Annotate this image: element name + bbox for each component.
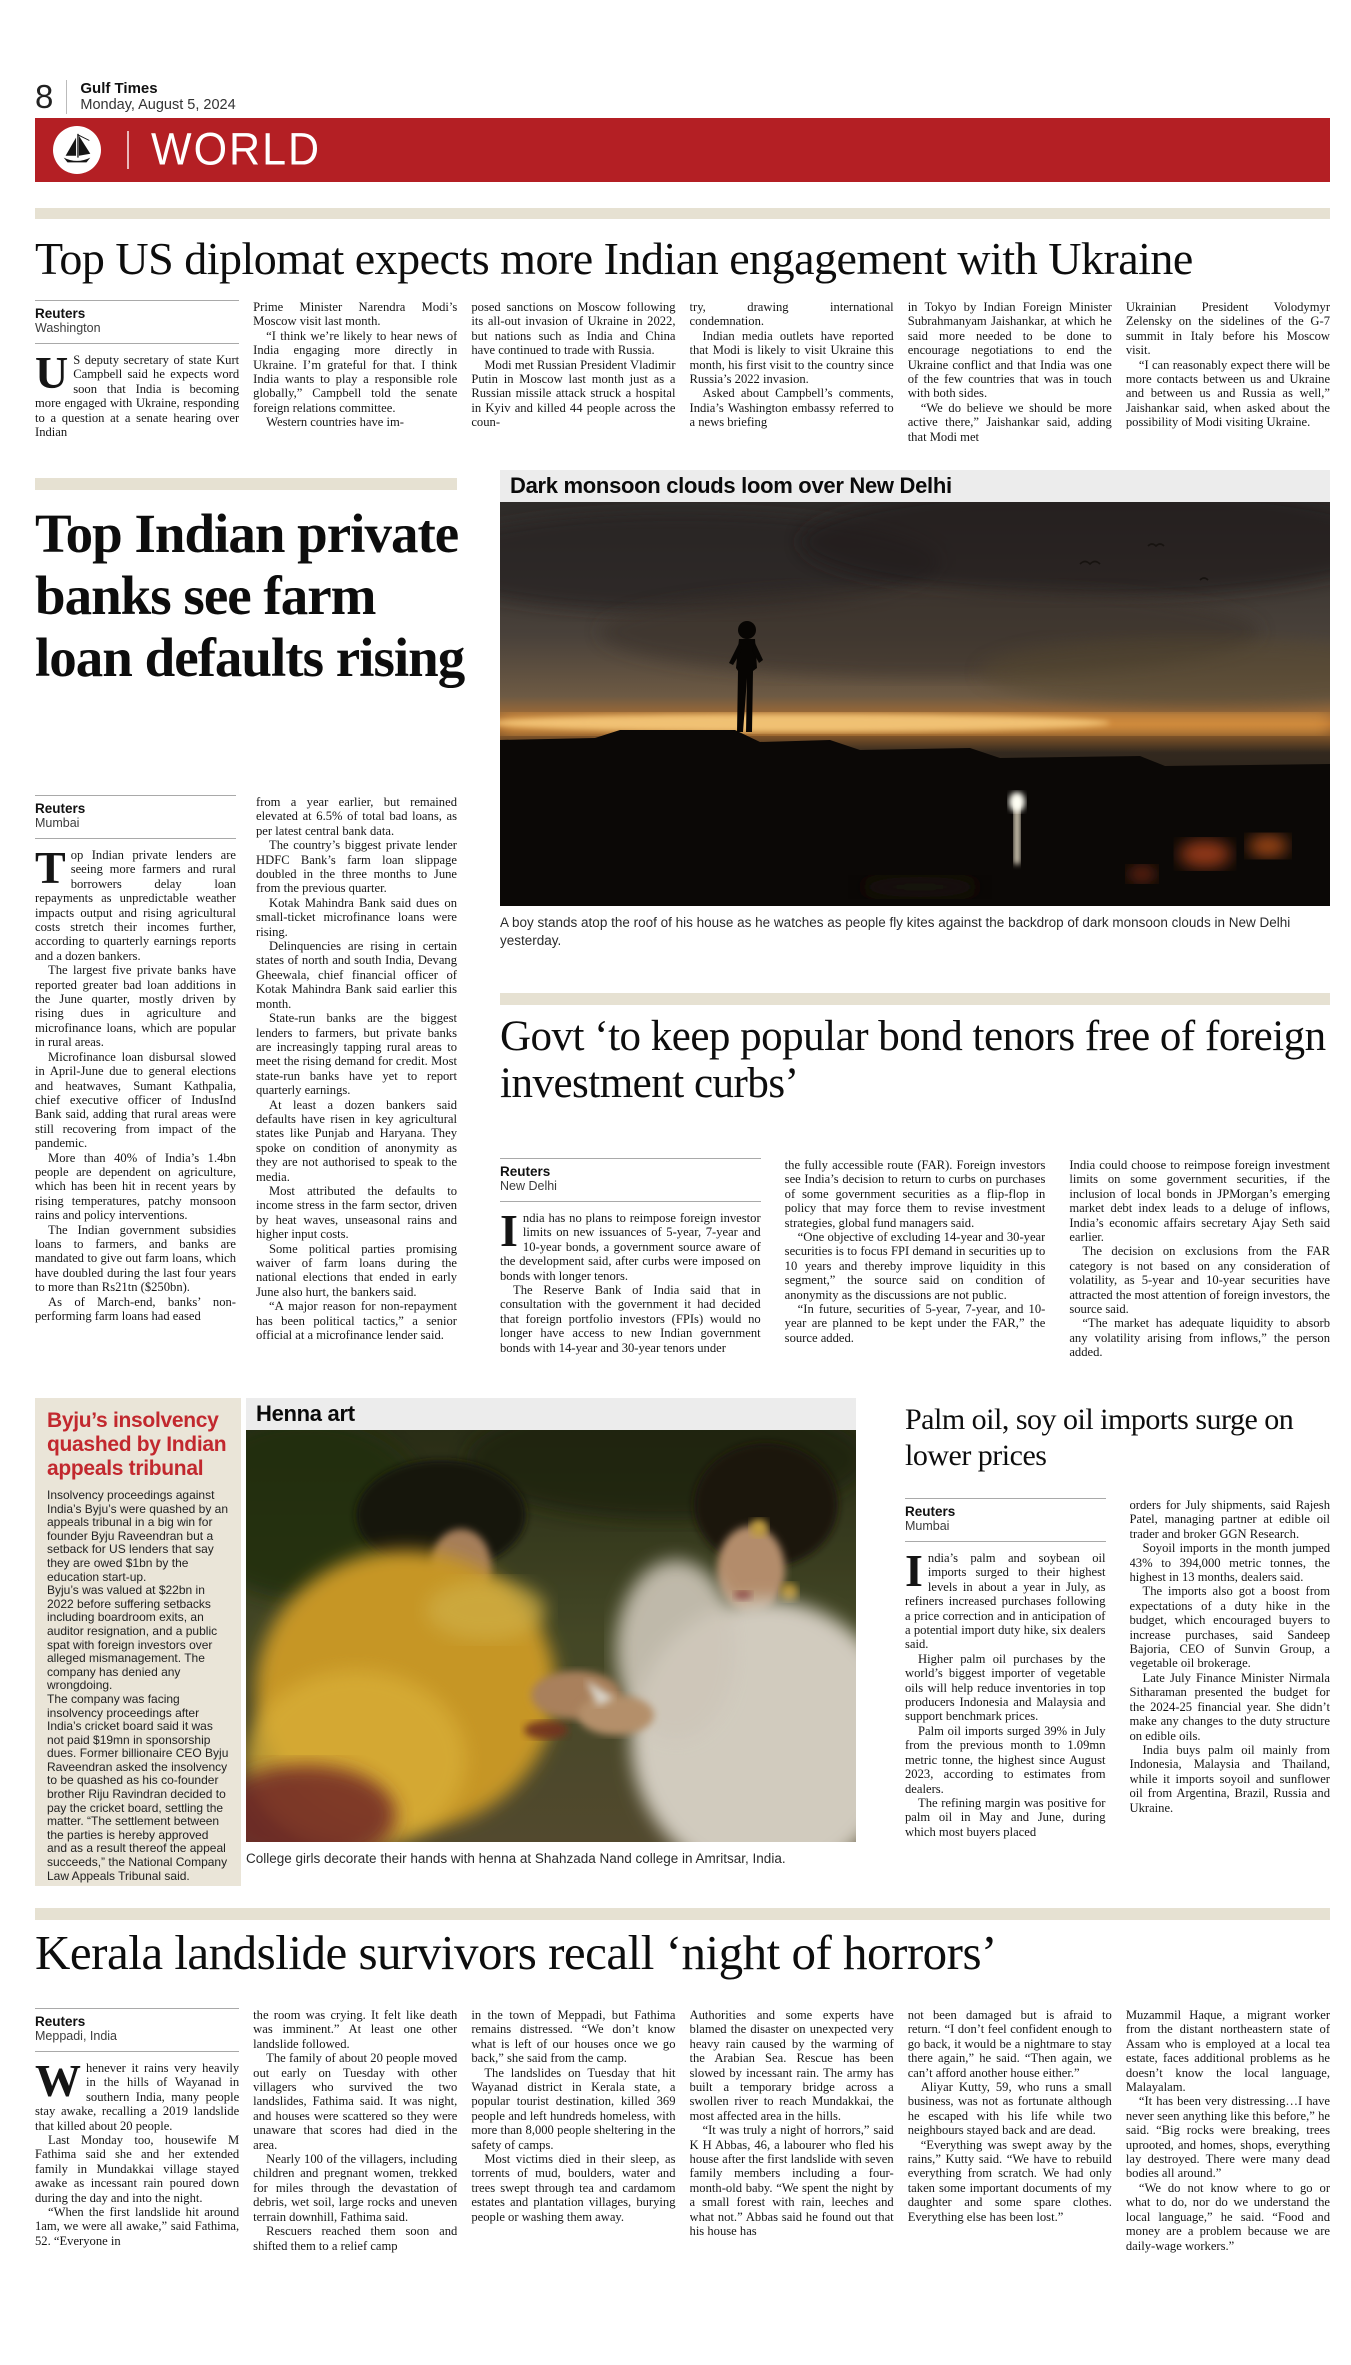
article-column: [1126, 300, 1330, 472]
paragraph: the fully accessible route (FAR). Foreign investors see India’s decision to return to curbs on purchases of some government securities as a flip-flop in policy that may force them to revise investment strategies, global fund managers said.: [784, 1158, 1046, 1230]
byline: [35, 300, 239, 344]
byline-agency: Reuters: [35, 2014, 86, 2029]
banner-divider: [127, 131, 129, 169]
banks-headline: Top Indian private banks see farm loan defaults rising: [35, 503, 465, 688]
paragraph: Indian media outlets have reported that Modi is likely to visit Ukraine this month, his first visit to the country since Russia’s 2022 invasion.: [689, 328, 894, 387]
paragraph: U S deputy secretary of state Kurt Campbell said he expects word soon that India is becoming more engaged with Ukraine, responding to a question at a senate hearing over Indian: [35, 347, 240, 440]
drop-cap: W: [35, 2055, 81, 2106]
article-column: [256, 795, 457, 1380]
paragraph: The Indian government subsidies loans to farmers, and banks are mandated to give out farm loans, which have doubled during the last four years to more than Rs21tn ($250bn).: [35, 1222, 236, 1295]
paragraph: in the town of Meppadi, but Fathima remains distressed. “We don’t know what is left of our houses once we go back,” she said from the camp.: [471, 2008, 676, 2066]
paragraph: India’s palm and soybean oil imports surged to their highest levels in about a year in July, as refiners increased purchases following a price correction and in anticipation of a potential import duty hike, six dealers said.: [905, 1545, 1106, 1652]
paragraph: Byju’s was valued at $22bn in 2022 before suffering setbacks including boardroom exits, an auditor resignation, and a public spat with foreign investors over alleged mismanagement. The company has denied any wrongdoing.: [47, 1583, 218, 1693]
paragraph: not been damaged but is afraid to return. “I don’t feel confident enough to go back, it would be a nightmare to stay there again,” he said. “Then again, we can’t afford another house either.”: [907, 2008, 1112, 2080]
paragraph: The Reserve Bank of India said that in consultation with the government it had decided that foreign portfolio investors (FPIs) would no longer have access to new Indian government bonds with 14-year and 30-year tenors under: [500, 1283, 761, 1355]
paragraph: India has no plans to reimpose foreign investor limits on new issuances of 5-year, 7-year and 10-year bonds, a government source aware of the development said, after curbs were imposed on bonds with longer tenors.: [500, 1205, 761, 1283]
henna-caption: College girls decorate their hands with henna at Shahzada Nand college in Amritsar, India.: [246, 1851, 786, 1866]
article-column: [785, 1158, 1046, 1380]
gulf-times-logo: [53, 126, 101, 174]
henna-kicker: Henna art: [246, 1398, 856, 1430]
article-column: [471, 2008, 675, 2308]
paragraph: Microfinance loan disbursal slowed in April-June due to general elections and heatwaves, Sumant Kathpalia, chief executive officer of IndusInd Bank said, adding that rural areas were still recovering from impact of the pandemic.: [35, 1049, 236, 1151]
article-column: [253, 2008, 457, 2308]
divider-bar: [500, 993, 1330, 1005]
paragraph: Modi met Russian President Vladimir Putin in Moscow last month just as a Russian missile attack struck a hospital in Kyiv and killed 44 people across the coun-: [471, 357, 676, 430]
paragraph: Rescuers reached them soon and shifted them to a relief camp: [253, 2224, 458, 2253]
paragraph: “One objective of excluding 14-year and 30-year securities is to focus FPI demand in securities up to 10 years and thereby improve liquidity in this segment,” the source said on condition of anonymity as the discussions are not public.: [784, 1230, 1046, 1302]
paper-date: Monday, August 5, 2024: [80, 97, 236, 113]
henna-photo: [246, 1430, 856, 1842]
drop-cap: I: [500, 1205, 518, 1256]
article-column: [35, 795, 236, 1380]
paragraph: Asked about Campbell’s comments, India’s Washington embassy referred to a news briefing: [689, 386, 894, 430]
paragraph: State-run banks are the biggest lenders to farmers, but private banks are increasingly tapping rural areas to meet the rising demand for credit. Most state-run banks have yet to report quarterly earnings.: [256, 1011, 457, 1098]
byline-place: Meppadi, India: [35, 2029, 118, 2043]
divider-bar: [35, 208, 1330, 219]
byline-agency: Reuters: [35, 306, 86, 321]
paragraph: Aliyar Kutty, 59, who runs a small business, was not as fortunate although he escaped with his life while two neighbours stayed back and are dead.: [907, 2080, 1112, 2138]
byline: [500, 1158, 761, 1202]
monsoon-caption: A boy stands atop the roof of his house as he watches as people fly kites against the backdrop of dark monsoon clouds in New Delhi yesterday.: [500, 915, 1291, 948]
section-title: WORLD: [151, 124, 322, 175]
palm-article-body: [905, 1498, 1330, 1910]
paragraph: Prime Minister Narendra Modi’s Moscow visit last month.: [253, 300, 458, 329]
byline-place: Mumbai: [35, 816, 80, 830]
article-column: [471, 300, 675, 472]
paragraph: the room was crying. It felt like death was imminent.” At least one other landslide followed.: [253, 2008, 458, 2051]
paragraph: The country’s biggest private lender HDFC Bank’s farm loan slippage doubled in the three months to June from the previous quarter.: [256, 838, 457, 896]
header-divider: [66, 80, 67, 114]
paragraph: The refining margin was positive for palm oil in May and June, during which most buyers placed: [905, 1795, 1106, 1839]
paragraph: “I think we’re likely to hear news of India engaging more directly in Ukraine. I’m grateful for that. I think India wants to play a responsible role globally,” Campbell told the senate foreign relations committee.: [253, 328, 458, 415]
paragraph: Soyoil imports in the month jumped 43% to 394,000 metric tonnes, the highest in 13 months, dealers said.: [1129, 1541, 1330, 1585]
paragraph: Palm oil imports surged 39% in July from the previous month to 1.09mn metric tonne, the highest since August 2023, according to estimates from dealers.: [905, 1723, 1106, 1796]
paragraph: The largest five private banks have reported greater bad loan additions in the June quarter, mostly driven by rising dues in agriculture and microfinance loans, which are popular in rural areas.: [35, 963, 236, 1050]
henna-photo-illustration: [246, 1430, 856, 1842]
paragraph: Western countries have im-: [266, 415, 404, 430]
byjus-title: Byju’s insolvency quashed by Indian appeals tribunal: [47, 1409, 227, 1480]
byjus-body: [47, 1489, 229, 1883]
paragraph: Ukrainian President Volodymyr Zelensky on the sidelines of the G-7 summit in Italy before his Moscow visit.: [1125, 300, 1330, 358]
drop-cap: T: [35, 842, 66, 893]
banks-article-body: [35, 795, 457, 1380]
palm-headline: Palm oil, soy oil imports surge on lower prices: [905, 1403, 1294, 1472]
kerala-headline: Kerala landslide survivors recall ‘night of horrors’: [35, 1925, 997, 1980]
paragraph: Whenever it rains very heavily in the hills of Wayanad in southern India, many people stay awake, recalling a 2019 landslide that killed about 20 people.: [35, 2055, 240, 2133]
ukraine-article-body: [35, 300, 1330, 472]
article-column: [1069, 1158, 1330, 1380]
paragraph: Most attributed the defaults to income stress in the farm sector, driven by heat waves, unseasonal rains and higher input costs.: [256, 1183, 457, 1242]
paragraph: Top Indian private lenders are seeing more farmers and rural borrowers delay loan repayments as unpredictable weather impacts output and rising agricultural costs stretch their incomes further, according to quarterly earnings reports and a dozen bankers.: [35, 842, 236, 963]
dhow-boat-icon: [58, 131, 96, 169]
byline-agency: Reuters: [500, 1164, 551, 1179]
paragraph: Muzammil Haque, a migrant worker from the distant northeastern state of Assam who is employed at a local tea estate, faces additional problems as he doesn’t know the local language, Malayalam.: [1125, 2008, 1330, 2095]
bonds-article-body: [500, 1158, 1330, 1380]
monsoon-photo: [500, 502, 1330, 906]
paragraph: “The market has adequate liquidity to absorb any volatility arising from inflows,” the person added.: [1069, 1316, 1330, 1360]
byline-place: Mumbai: [905, 1519, 950, 1533]
paragraph: Authorities and some experts have blamed the disaster on unexpected very heavy rain caused by the warming of the Arabian Sea. Rescue has been slowed by incessant rain. The army has built a temporary bridge across a swollen river to reach Mundakkai, the most affected area in the hills.: [689, 2008, 894, 2123]
article-column: [905, 1498, 1106, 1910]
paragraph: The imports also got a boost from expectations of a duty hike in the budget, which encouraged buyers to increase purchases, said Sandeep Bajoria, CEO of Sunvin Group, a vegetable oil brokerage.: [1129, 1584, 1330, 1671]
paragraph: The decision on exclusions from the FAR category is not based on any consideration of volatility, as 5-year and 10-year securities have attracted the most attention of foreign investors, the source said.: [1069, 1244, 1330, 1317]
divider-bar: [35, 1908, 1330, 1920]
paragraph: Some political parties promising waiver of farm loans during the national elections that ended in early June also hurt, the bankers said.: [256, 1241, 457, 1299]
article-column: [1130, 1498, 1331, 1910]
monsoon-photo-illustration: [500, 502, 1330, 906]
paragraph: “It has been very distressing…I have never seen anything like this before,” he said. “Big rocks were breaking, trees uprooted, and homes, shops, everything lay destroyed. There were many dead bodies all around.”: [1125, 2094, 1330, 2181]
paragraph: The company was facing insolvency proceedings after India’s cricket board said it was not paid $19mn in sponsorship dues. Former billionaire CEO Byju Raveendran asked the insolvency to be quashed as his co-founder brother Riju Ravindran decided to pay the cricket board, settling the matter. “The settlement between the parties is hereby approved and as a result thereof the appeal succeeds,” the National Company Law Appeals Tribunal said.: [47, 1691, 229, 1883]
article-column: [500, 1158, 761, 1380]
paragraph: India could choose to reimpose foreign investment limits on some government securities, if the inclusion of local bonds in JPMorgan’s emerging market debt index leads to a deluge of inflows, India’s economic affairs secretary Ajay Seth said earlier.: [1069, 1158, 1330, 1245]
paragraph: At least a dozen bankers said defaults have risen in key agricultural states like Punjab and Haryana. They spoke on condition of anonymity as they are not authorised to speak to the media.: [256, 1097, 457, 1184]
paragraph: orders for July shipments, said Rajesh Patel, managing partner at edible oil trader and broker GGN Research.: [1129, 1498, 1330, 1541]
paragraph: Delinquencies are rising in certain states of north and south India, Devang Gheewala, chief financial officer of Kotak Mahindra Bank said earlier this month.: [256, 939, 457, 1011]
paragraph: Late July Finance Minister Nirmala Sitharaman presented the budget for the 2024-25 financial year. She didn’t make any changes to the duty structure on edible oils.: [1129, 1670, 1330, 1743]
article-column: [1126, 2008, 1330, 2308]
paragraph: “We do believe we should be more active there,” Jaishankar said, adding that Modi met: [907, 400, 1112, 444]
paragraph: “It was truly a night of horrors,” said K H Abbas, 46, a labourer who fled his house after the first landslide with seven family members including a four-month-old baby. “We spent the night by a small forest with rain, leeches and what not.” Abbas said he found out that his house has: [689, 2123, 894, 2239]
paragraph: Kotak Mahindra Bank said dues on small-ticket microfinance loans were rising.: [256, 895, 457, 939]
paragraph: The family of about 20 people moved out early on Tuesday with other villagers who survived the two landslides, Fathima said. It was night, and houses were scattered so they were unaware that scores had died in the area.: [253, 2051, 458, 2152]
article-column: [35, 300, 239, 472]
paragraph: in Tokyo by Indian Foreign Minister Subrahmanyam Jaishankar, at which he said more needed to be done to encourage negotiations to end the Ukraine conflict and that India was one of the few countries that was in touch with both sides.: [907, 300, 1112, 401]
byline-place: Washington: [35, 321, 101, 335]
article-column: [908, 300, 1112, 472]
paragraph: “When the first landslide hit around 1am, we were all awake,” said Fathima, 52. “Everyone in: [35, 2205, 240, 2248]
article-column: [690, 300, 894, 472]
paragraph: As of March-end, banks’ non-performing farm loans had eased: [35, 1294, 236, 1323]
byjus-sidebar-box: [35, 1398, 241, 1886]
ukraine-headline: Top US diplomat expects more Indian engagement with Ukraine: [35, 233, 1193, 284]
page-number: 8: [35, 78, 54, 115]
article-column: [253, 300, 457, 472]
paragraph: Higher palm oil purchases by the world’s biggest importer of vegetable oils will help reduce inventories in top producers Indonesia and Malaysia and support benchmark prices.: [905, 1651, 1106, 1724]
byline: [35, 2008, 239, 2052]
paragraph: More than 40% of India’s 1.4bn people are dependent on agriculture, which has been hit in recent years by rising temperatures, patchy monsoon rains and policy interventions.: [35, 1150, 236, 1223]
paragraph: “In future, securities of 5-year, 7-year, and 10-year are planned to be kept under the FAR,” the source added.: [784, 1302, 1046, 1345]
paragraph: “I can reasonably expect there will be more contacts between us and Ukraine and between us and Russia as well,” Jaishankar said, when asked about the possibility of Modi visiting Ukraine.: [1125, 357, 1330, 430]
divider-bar: [35, 478, 457, 490]
paragraph: try, drawing international condemnation.: [689, 300, 894, 329]
bonds-headline: Govt ‘to keep popular bond tenors free of foreign investment curbs’: [500, 1013, 1326, 1107]
page-header: [35, 80, 236, 114]
kerala-article-body: [35, 2008, 1330, 2308]
byline-place: New Delhi: [500, 1179, 557, 1193]
paper-name: Gulf Times: [80, 80, 158, 97]
paragraph: “A major reason for non-repayment has been political tactics,” a senior official at a microfinance lender said.: [256, 1299, 457, 1343]
byline: [35, 795, 236, 839]
paragraph: from a year earlier, but remained elevated at 6.5% of total bad loans, as per latest central bank data.: [256, 795, 457, 838]
byline-agency: Reuters: [35, 801, 86, 816]
paragraph: posed sanctions on Moscow following its all-out invasion of Ukraine in 2022, but nations such as India and China have continued to trade with Russia.: [471, 300, 676, 358]
paragraph: The landslides on Tuesday that hit Wayanad district in Kerala state, a popular tourist destination, killed 369 people and left hundreds homeless, with more than 8,000 people sheltering in the safety of camps.: [471, 2065, 676, 2152]
paragraph: “Everything was swept away by the rains,” Kutty said. “We have to rebuild everything from scratch. We had only taken some important documents of my daughter and some spare clothes. Everything else has been lost.”: [907, 2137, 1112, 2224]
byline: [905, 1498, 1106, 1542]
paragraph: Last Monday too, housewife M Fathima said she and her extended family in Mundakkai village stayed awake as incessant rain poured down during the day and into the night.: [35, 2133, 240, 2205]
drop-cap: I: [905, 1545, 923, 1596]
article-column: [35, 2008, 239, 2308]
article-column: [690, 2008, 894, 2308]
paragraph: Nearly 100 of the villagers, including children and pregnant women, trekked for miles through the devastation of debris, wet soil, large rocks and uneven terrain downhill, Fathima said.: [253, 2152, 458, 2224]
article-column: [908, 2008, 1112, 2308]
section-banner: [35, 118, 1330, 182]
paragraph: India buys palm oil mainly from Indonesia, Malaysia and Thailand, while it imports soyoil and sunflower oil from Argentina, Brazil, Russia and Ukraine.: [1129, 1742, 1330, 1815]
drop-cap: U: [35, 347, 69, 398]
monsoon-kicker: Dark monsoon clouds loom over New Delhi: [500, 470, 1330, 502]
paragraph: “We do not know where to go or what to do, nor do we understand the local language,” he said. “Food and money are a problem because we are daily-wage workers.”: [1125, 2180, 1330, 2253]
paragraph: Most victims died in their sleep, as torrents of mud, boulders, water and trees swept through tea and cardamom estates and plantation villages, burying people or washing them away.: [471, 2152, 676, 2224]
paragraph: Insolvency proceedings against India’s Byju’s were quashed by an appeals tribunal in a big win for founder Byju Raveendran but a setback for US lenders that say they are owed $1bn by the education start-up.: [47, 1488, 229, 1584]
byline-agency: Reuters: [905, 1504, 956, 1519]
masthead: [80, 80, 235, 114]
